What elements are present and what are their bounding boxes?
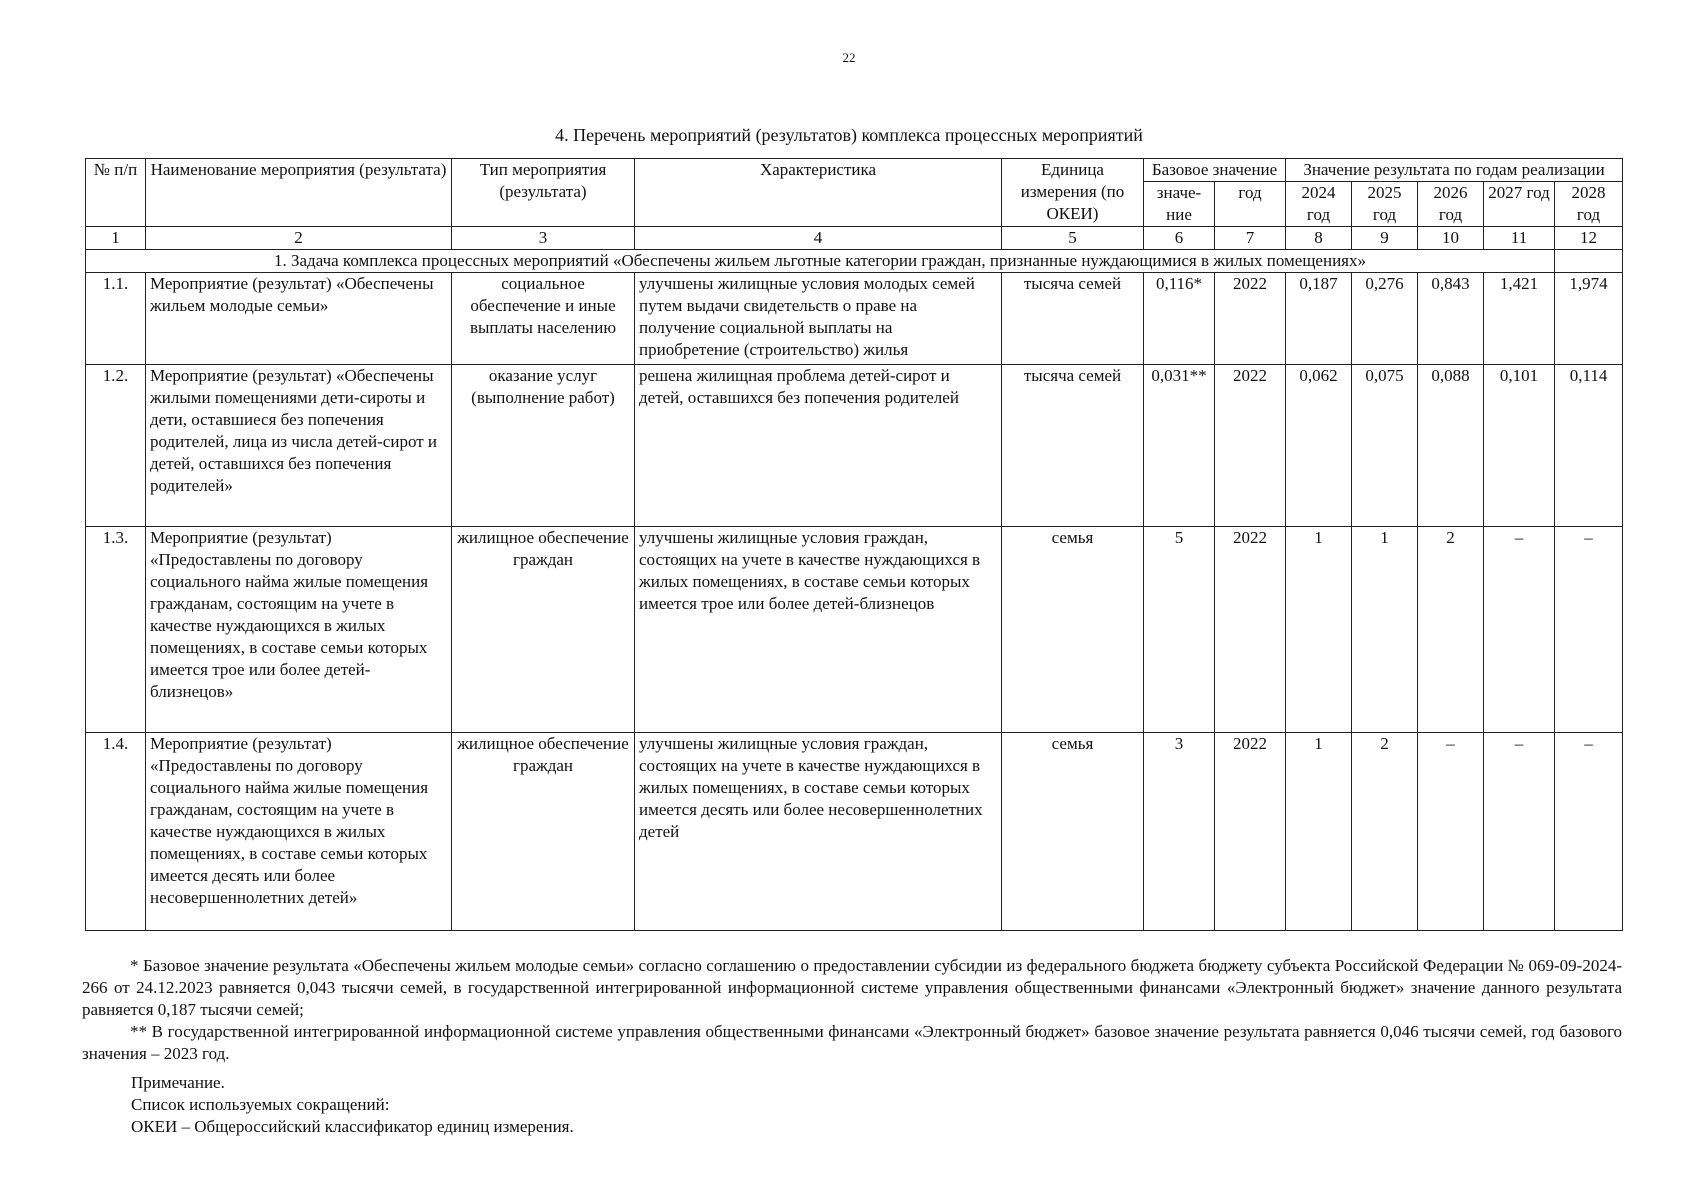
header-name: Наименование мероприятия (результата) [146,159,452,227]
header-year-2024: 2024 год [1286,182,1352,227]
header-base-year: год [1215,182,1286,227]
row-type: социальное обеспечение и иные выплаты населению [452,273,635,365]
column-number: 6 [1144,227,1215,250]
header-year-2027: 2027 год [1484,182,1555,227]
row-characteristic: решена жилищная проблема детей-сирот и детей, оставшихся без попечения родителей [635,365,1002,527]
task-empty-cell [1555,250,1623,273]
row-type: жилищное обеспечение граждан [452,527,635,733]
row-characteristic: улучшены жилищные условия молодых семей путем выдачи свидетельств о праве на получение социальной выплаты на приобретение (строительство) жилья [635,273,1002,365]
column-number-row [86,227,1623,250]
row-unit: тысяча семей [1002,273,1144,365]
header-characteristic: Характеристика [635,159,1002,227]
document-title: 4. Перечень мероприятий (результатов) комплекса процессных мероприятий [555,125,1143,145]
header-base-value: значе-ние [1144,182,1215,227]
column-number: 5 [1002,227,1144,250]
row-value-2026: – [1418,733,1484,931]
column-number: 4 [635,227,1002,250]
row-base-value: 3 [1144,733,1215,931]
column-number: 12 [1555,227,1623,250]
row-base-year: 2022 [1215,365,1286,527]
column-number: 11 [1484,227,1555,250]
row-characteristic: улучшены жилищные условия граждан, состоящих на учете в качестве нуждающихся в жилых помещениях, в составе семьи которых имеется десять или более несовершеннолетних детей [635,733,1002,931]
row-value-2024: 0,187 [1286,273,1352,365]
row-base-year: 2022 [1215,733,1286,931]
row-value-2025: 0,075 [1352,365,1418,527]
row-value-2027: 0,101 [1484,365,1555,527]
row-base-value: 5 [1144,527,1215,733]
row-value-2024: 0,062 [1286,365,1352,527]
row-unit: семья [1002,733,1144,931]
column-number: 8 [1286,227,1352,250]
table-row [86,527,1623,733]
row-value-2028: 1,974 [1555,273,1623,365]
table-row [86,273,1623,365]
row-type: жилищное обеспечение граждан [452,733,635,931]
note-label: Примечание. [131,1073,225,1092]
column-number: 7 [1215,227,1286,250]
row-characteristic: улучшены жилищные условия граждан, состоящих на учете в качестве нуждающихся в жилых помещениях, в составе семьи которых имеется трое или более детей-близнецов [635,527,1002,733]
row-num: 1.3. [86,527,146,733]
row-unit: семья [1002,527,1144,733]
abbreviation-okei: ОКЕИ – Общероссийский классификатор единиц измерения. [131,1117,574,1136]
row-base-year: 2022 [1215,527,1286,733]
column-number: 3 [452,227,635,250]
task-row [86,250,1623,273]
footnote-2: ** В государственной интегрированной информационной системе управления общественными финансами «Электронный бюджет» базовое значение результата равняется 0,046 тысячи семей, год базового значения – 2023 год. [82,1022,1622,1063]
header-year-2028: 2028 год [1555,182,1623,227]
row-value-2026: 2 [1418,527,1484,733]
row-name: Мероприятие (результат) «Предоставлены по договору социального найма жилые помещения гражданам, состоящим на учете в качестве нуждающихся в жилых помещениях, в составе семьи которых имеется трое или более детей-близнецов» [146,527,452,733]
remarks [131,1072,574,1138]
row-value-2028: – [1555,733,1623,931]
header-year-2026: 2026 год [1418,182,1484,227]
measures-table [85,158,1623,931]
table-row [86,733,1623,931]
row-num: 1.4. [86,733,146,931]
row-base-value: 0,116* [1144,273,1215,365]
row-base-year: 2022 [1215,273,1286,365]
table-row [86,365,1623,527]
header-base: Базовое значение [1144,159,1286,182]
row-value-2027: – [1484,733,1555,931]
column-number: 10 [1418,227,1484,250]
page-number: 22 [842,50,856,65]
row-name: Мероприятие (результат) «Предоставлены по договору социального найма жилые помещения гражданам, состоящим на учете в качестве нуждающихся в жилых помещениях, в составе семьи которых имеется десять или более несовершеннолетних детей» [146,733,452,931]
row-value-2025: 1 [1352,527,1418,733]
header-type: Тип мероприятия (результата) [452,159,635,227]
row-num: 1.1. [86,273,146,365]
footnotes [82,955,1622,1065]
row-base-value: 0,031** [1144,365,1215,527]
row-value-2026: 0,843 [1418,273,1484,365]
row-value-2024: 1 [1286,733,1352,931]
header-years: Значение результата по годам реализации [1286,159,1623,182]
row-value-2026: 0,088 [1418,365,1484,527]
row-value-2025: 0,276 [1352,273,1418,365]
row-unit: тысяча семей [1002,365,1144,527]
row-value-2027: – [1484,527,1555,733]
column-number: 1 [86,227,146,250]
header-year-2025: 2025 год [1352,182,1418,227]
row-name: Мероприятие (результат) «Обеспечены жильем молодые семьи» [146,273,452,365]
row-value-2025: 2 [1352,733,1418,931]
header-unit: Единица измерения (по ОКЕИ) [1002,159,1144,227]
task-title: 1. Задача комплекса процессных мероприятий «Обеспечены жильем льготные категории граждан, признанные нуждающимися в жилых помещениях» [86,250,1555,273]
row-num: 1.2. [86,365,146,527]
column-number: 9 [1352,227,1418,250]
row-name: Мероприятие (результат) «Обеспечены жилыми помещениями дети-сироты и дети, оставшиеся без попечения родителей, лица из числа детей-сирот и детей, оставшихся без попечения родителей» [146,365,452,527]
abbreviations-label: Список используемых сокращений: [131,1095,390,1114]
header-num: № п/п [86,159,146,227]
row-type: оказание услуг (выполнение работ) [452,365,635,527]
row-value-2028: – [1555,527,1623,733]
row-value-2028: 0,114 [1555,365,1623,527]
column-number: 2 [146,227,452,250]
footnote-1: * Базовое значение результата «Обеспечены жильем молодые семьи» согласно соглашению о предоставлении субсидии из федерального бюджета бюджету субъекта Российской Федерации № 069-09-2024-266 от 24.12.2023 равняется 0,043 тысячи семей, в государственной интегрированной информационной системе управления общественными финансами «Электронный бюджет» значение данного результата равняется 0,187 тысячи семей; [82,956,1622,1019]
row-value-2024: 1 [1286,527,1352,733]
row-value-2027: 1,421 [1484,273,1555,365]
